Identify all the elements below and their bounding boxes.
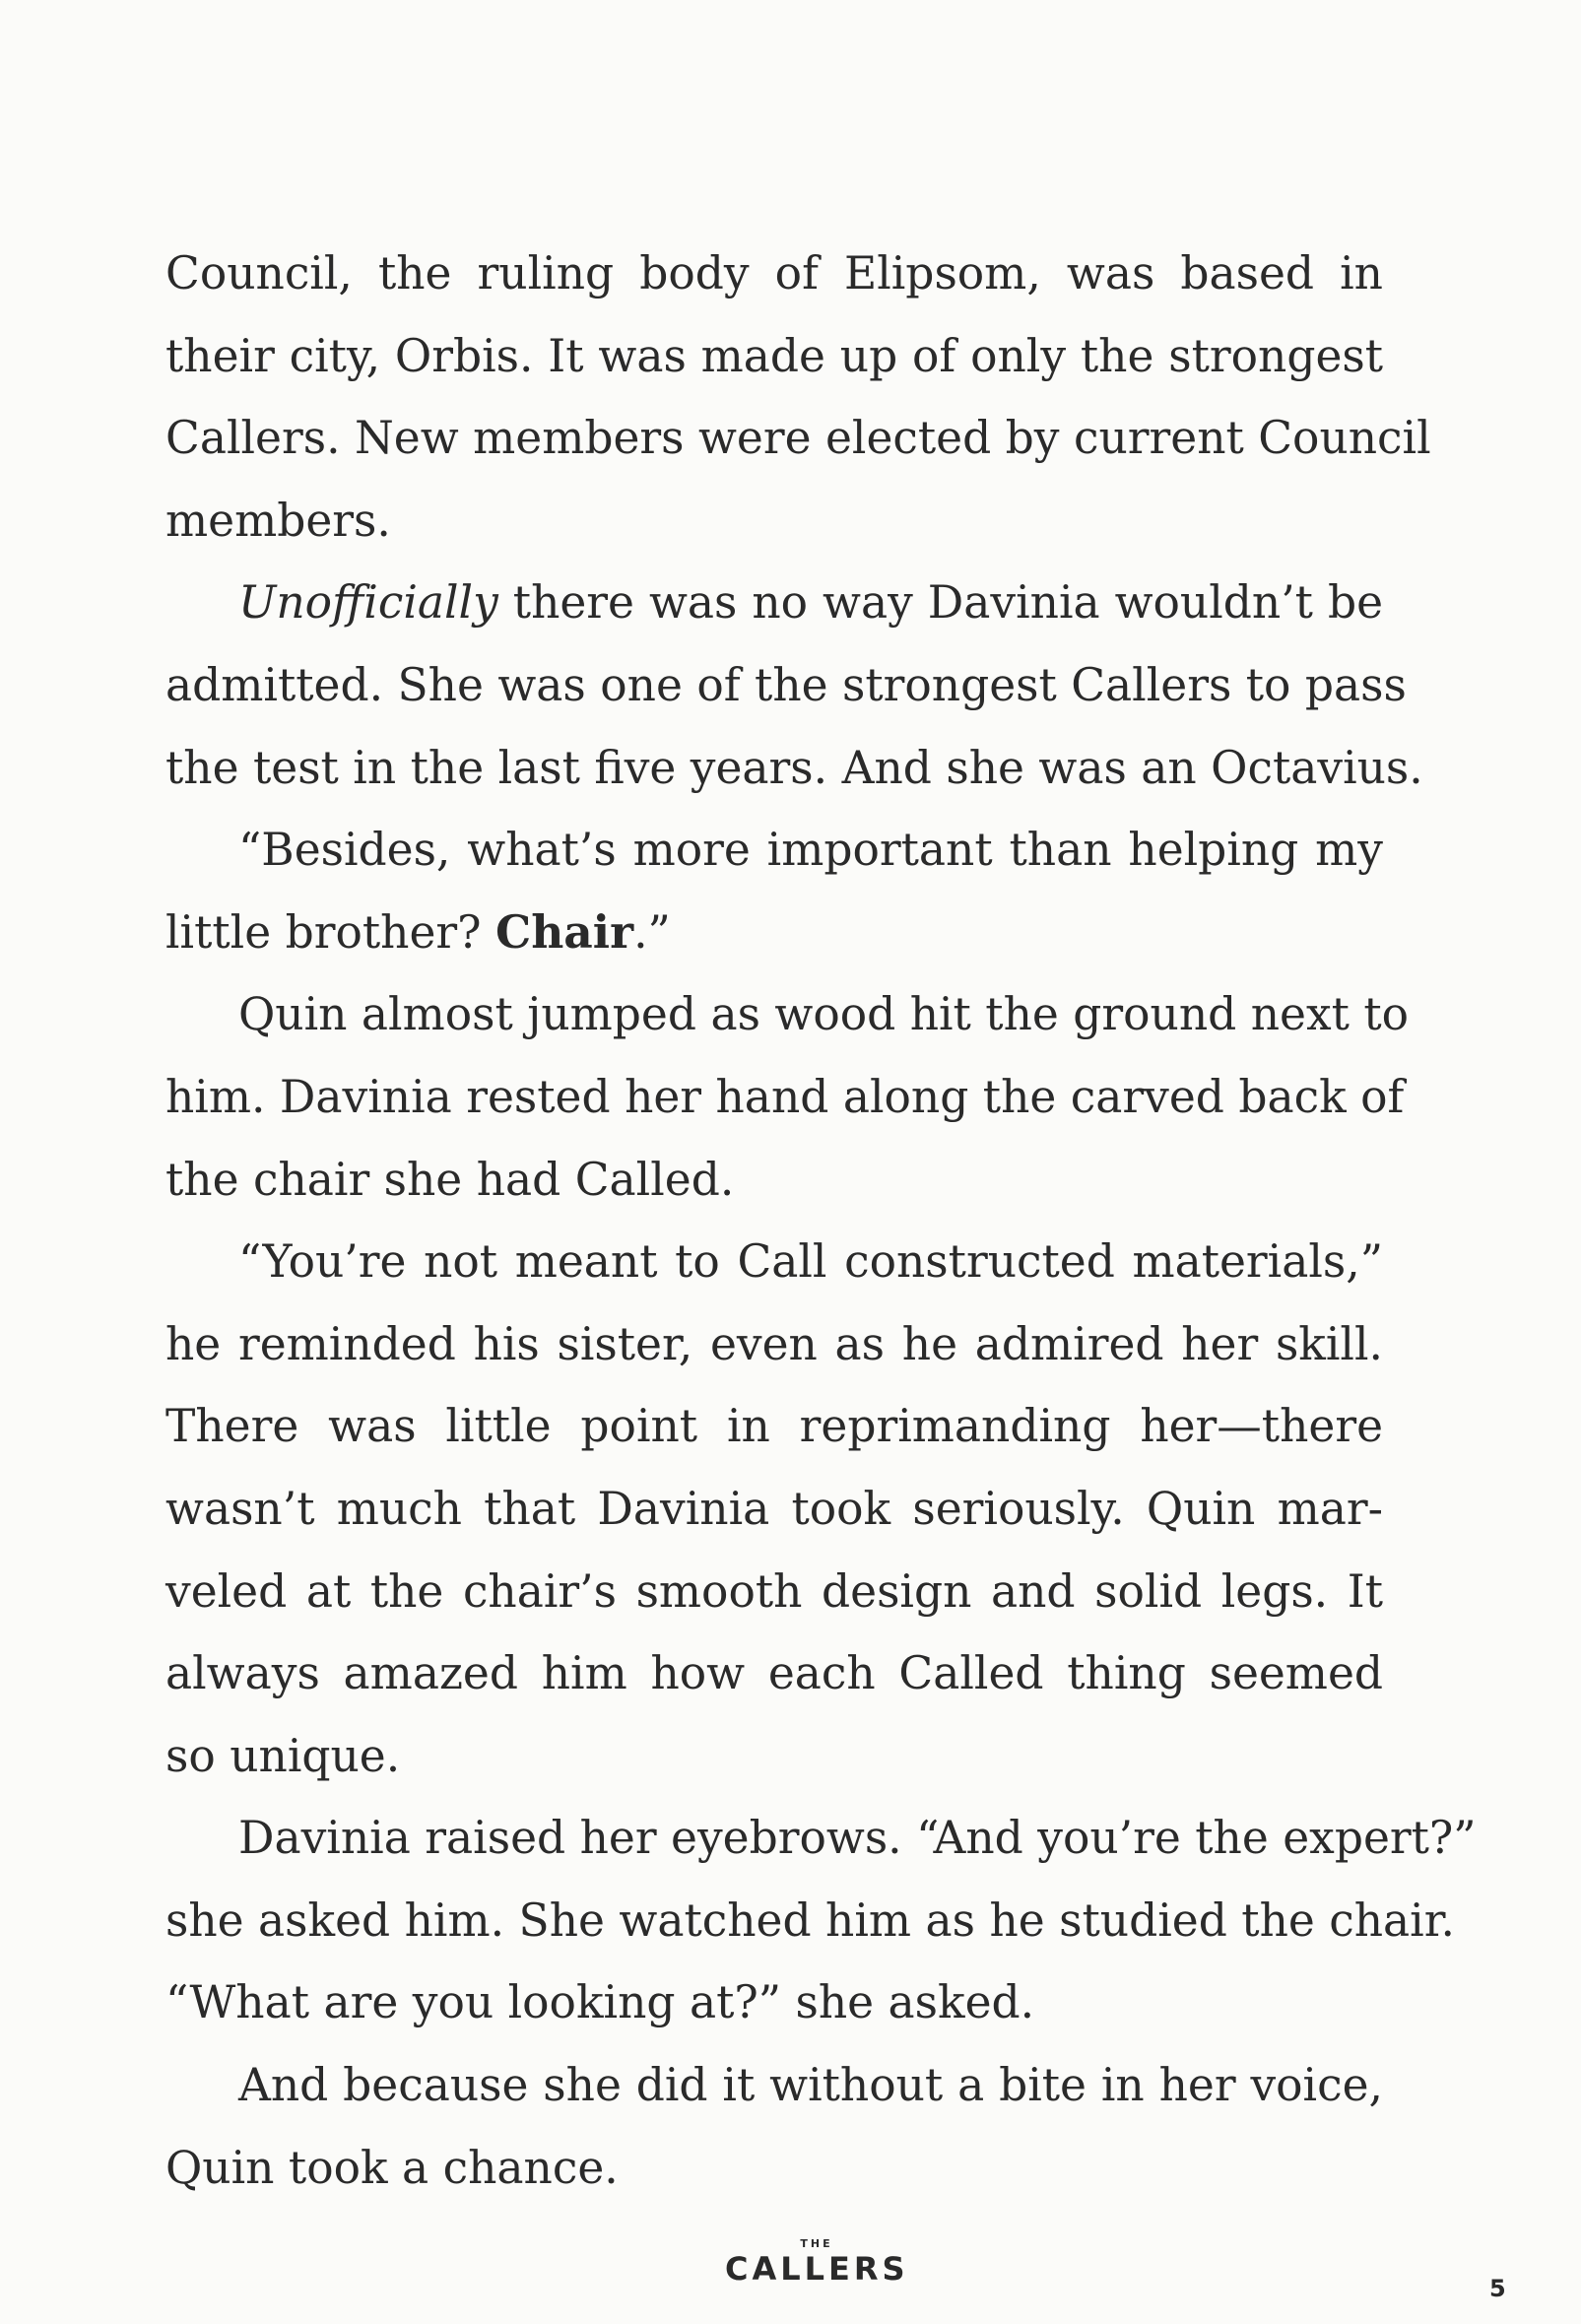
text-line: [165, 562, 1383, 644]
text-line: Council, the ruling body of Elipsom, was based in: [165, 247, 1383, 299]
text-line: always amazed him how each Called thing seemed: [165, 1647, 1383, 1700]
italic-word: Unofficially: [238, 576, 498, 630]
text-line: “Besides, what’s more important than helping my: [238, 824, 1383, 877]
series-logo-small: THE: [800, 2237, 833, 2250]
series-logo: [725, 2238, 908, 2288]
text-line: There was little point in reprimanding her—there: [165, 1400, 1383, 1453]
text-line: he reminded his sister, even as he admired her skill.: [165, 1317, 1383, 1370]
text-line: Davinia raised her eyebrows. “And you’re the expert?”: [238, 1812, 1477, 1865]
text-line: the test in the last five years. And she was an Octavius.: [165, 741, 1423, 794]
paragraph-4: [165, 973, 1410, 1221]
text-line: Callers. New members were elected by current Council: [165, 412, 1431, 465]
paragraph-1: [165, 232, 1431, 562]
paragraph-2: [165, 562, 1423, 809]
text-line: wasn’t much that Davinia took seriously. Quin mar-: [165, 1482, 1383, 1535]
text-line: so unique.: [165, 1729, 401, 1782]
text-run: there was no way Davinia wouldn’t be: [497, 576, 1383, 630]
text-line: the chair she had Called.: [165, 1153, 735, 1206]
text-run: .”: [633, 905, 671, 959]
text-line: their city, Orbis. It was made up of only the strongest: [165, 329, 1383, 382]
page-number: 5: [1489, 2275, 1506, 2302]
text-line: Quin took a chance.: [165, 2141, 619, 2194]
paragraph-5: [165, 1221, 1383, 1797]
text-line: And because she did it without a bite in her voice,: [238, 2059, 1383, 2112]
paragraph-6: [165, 1797, 1477, 2044]
text-line: admitted. She was one of the strongest Callers to pass: [165, 658, 1407, 711]
text-line: [165, 892, 1383, 974]
page-body: [165, 232, 1477, 2209]
text-line: members.: [165, 494, 391, 547]
text-line: him. Davinia rested her hand along the carved back of: [165, 1070, 1405, 1123]
series-logo-main: CALLERS: [725, 2250, 909, 2288]
paragraph-3: [165, 809, 1383, 973]
text-line: she asked him. She watched him as he studied the chair.: [165, 1893, 1455, 1947]
text-run: little brother?: [165, 905, 496, 959]
bold-word: Chair: [495, 904, 634, 959]
paragraph-7: [165, 2044, 1383, 2209]
text-line: veled at the chair’s smooth design and solid legs. It: [165, 1564, 1383, 1618]
text-line: Quin almost jumped as wood hit the ground next to: [238, 988, 1410, 1041]
text-line: “You’re not meant to Call constructed materials,”: [238, 1235, 1383, 1289]
text-line: “What are you looking at?” she asked.: [165, 1976, 1035, 2029]
